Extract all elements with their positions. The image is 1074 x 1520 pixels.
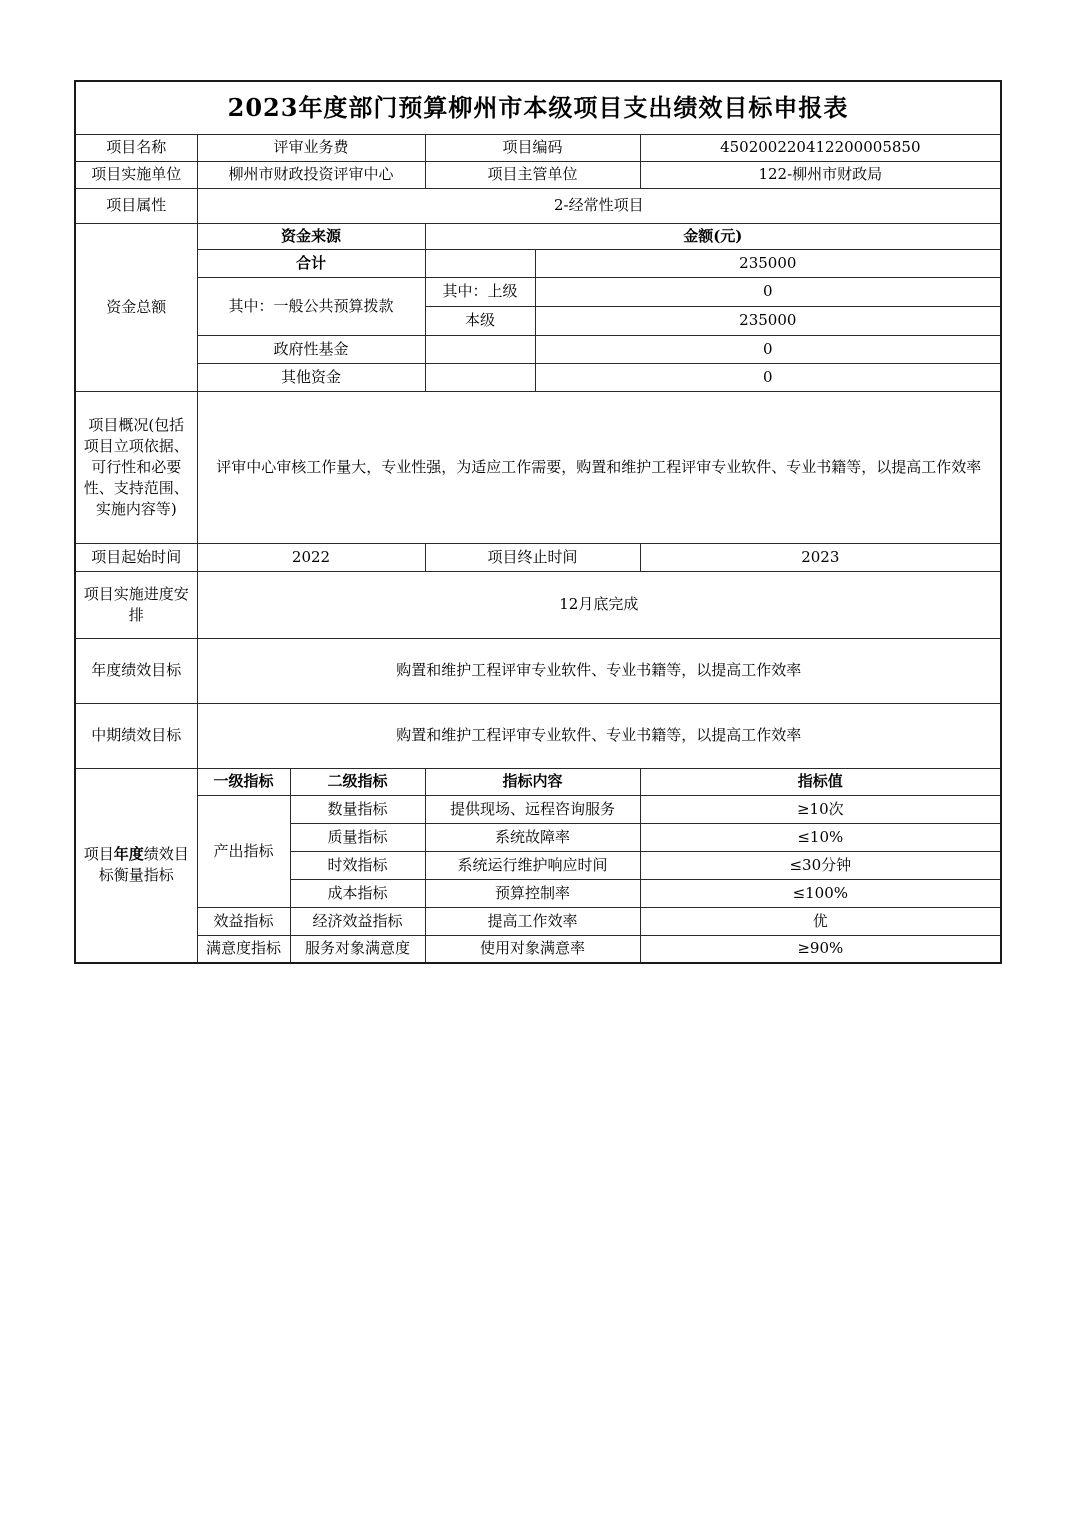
fund-local-level-value: 235000 <box>535 306 1001 335</box>
indicator-level2: 质量指标 <box>290 823 425 851</box>
end-time-label: 项目终止时间 <box>425 543 640 571</box>
annual-goal-label: 年度绩效目标 <box>75 638 197 703</box>
indicator-value: ≥90% <box>640 935 1001 963</box>
indicator-level2: 服务对象满意度 <box>290 935 425 963</box>
fund-public-budget-label: 其中：一般公共预算拨款 <box>197 277 425 335</box>
fund-local-level-label: 本级 <box>425 306 535 335</box>
indicator-group-output: 产出指标 <box>197 795 290 907</box>
indicator-value: ≥10次 <box>640 795 1001 823</box>
indicator-content: 预算控制率 <box>425 879 640 907</box>
indicator-col-level1: 一级指标 <box>197 768 290 795</box>
project-attribute-label: 项目属性 <box>75 188 197 223</box>
indicator-level2: 成本指标 <box>290 879 425 907</box>
indicator-value: ≤100% <box>640 879 1001 907</box>
indicator-col-content: 指标内容 <box>425 768 640 795</box>
indicator-group-benefit: 效益指标 <box>197 907 290 935</box>
fund-gov-fund-sub-cell <box>425 335 535 363</box>
indicator-content: 提供现场、远程咨询服务 <box>425 795 640 823</box>
fund-source-header: 资金来源 <box>197 223 425 249</box>
indicator-level2: 时效指标 <box>290 851 425 879</box>
start-time-value: 2022 <box>197 543 425 571</box>
indicator-content: 系统故障率 <box>425 823 640 851</box>
fund-other-label: 其他资金 <box>197 363 425 391</box>
fund-other-value: 0 <box>535 363 1001 391</box>
indicator-value: ≤10% <box>640 823 1001 851</box>
supervisor-unit-label: 项目主管单位 <box>425 161 640 188</box>
indicator-content: 使用对象满意率 <box>425 935 640 963</box>
midterm-goal-label: 中期绩效目标 <box>75 703 197 768</box>
fund-amount-header: 金额(元) <box>425 223 1001 249</box>
annual-goal-value: 购置和维护工程评审专业软件、专业书籍等，以提高工作效率 <box>197 638 1001 703</box>
project-code-value: 450200220412200005850 <box>640 134 1001 161</box>
indicators-label-post: 绩效目标衡量指标 <box>98 845 189 885</box>
fund-total-value: 235000 <box>535 249 1001 277</box>
fund-upper-level-label: 其中：上级 <box>425 277 535 306</box>
indicator-level2: 数量指标 <box>290 795 425 823</box>
indicators-label-pre: 项目 <box>83 845 114 864</box>
fund-other-sub-cell <box>425 363 535 391</box>
indicator-col-value: 指标值 <box>640 768 1001 795</box>
fund-total-label: 合计 <box>197 249 425 277</box>
fund-gov-fund-label: 政府性基金 <box>197 335 425 363</box>
funds-section-label: 资金总额 <box>75 223 197 391</box>
start-time-label: 项目起始时间 <box>75 543 197 571</box>
indicator-col-level2: 二级指标 <box>290 768 425 795</box>
indicator-content: 提高工作效率 <box>425 907 640 935</box>
project-overview-label: 项目概况(包括项目立项依据、可行性和必要性、支持范围、实施内容等) <box>75 391 197 543</box>
implement-unit-value: 柳州市财政投资评审中心 <box>197 161 425 188</box>
end-time-value: 2023 <box>640 543 1001 571</box>
indicator-content: 系统运行维护响应时间 <box>425 851 640 879</box>
supervisor-unit-value: 122-柳州市财政局 <box>640 161 1001 188</box>
performance-target-declaration-table <box>74 80 1002 964</box>
project-name-value: 评审业务费 <box>197 134 425 161</box>
midterm-goal-value: 购置和维护工程评审专业软件、专业书籍等，以提高工作效率 <box>197 703 1001 768</box>
project-code-label: 项目编码 <box>425 134 640 161</box>
project-overview-value: 评审中心审核工作量大，专业性强，为适应工作需要，购置和维护工程评审专业软件、专业书籍等，以提高工作效率 <box>197 391 1001 543</box>
fund-gov-fund-value: 0 <box>535 335 1001 363</box>
fund-total-sub-cell <box>425 249 535 277</box>
indicator-group-satisfaction: 满意度指标 <box>197 935 290 963</box>
project-attribute-value: 2-经常性项目 <box>197 188 1001 223</box>
fund-upper-level-value: 0 <box>535 277 1001 306</box>
indicators-section-label <box>75 768 197 963</box>
indicators-label-bold: 年度 <box>113 845 144 864</box>
project-name-label: 项目名称 <box>75 134 197 161</box>
indicator-level2: 经济效益指标 <box>290 907 425 935</box>
implement-unit-label: 项目实施单位 <box>75 161 197 188</box>
progress-value: 12月底完成 <box>197 571 1001 638</box>
indicator-value: ≤30分钟 <box>640 851 1001 879</box>
page-title: 2023年度部门预算柳州市本级项目支出绩效目标申报表 <box>75 81 1001 134</box>
indicator-value: 优 <box>640 907 1001 935</box>
progress-label: 项目实施进度安排 <box>75 571 197 638</box>
